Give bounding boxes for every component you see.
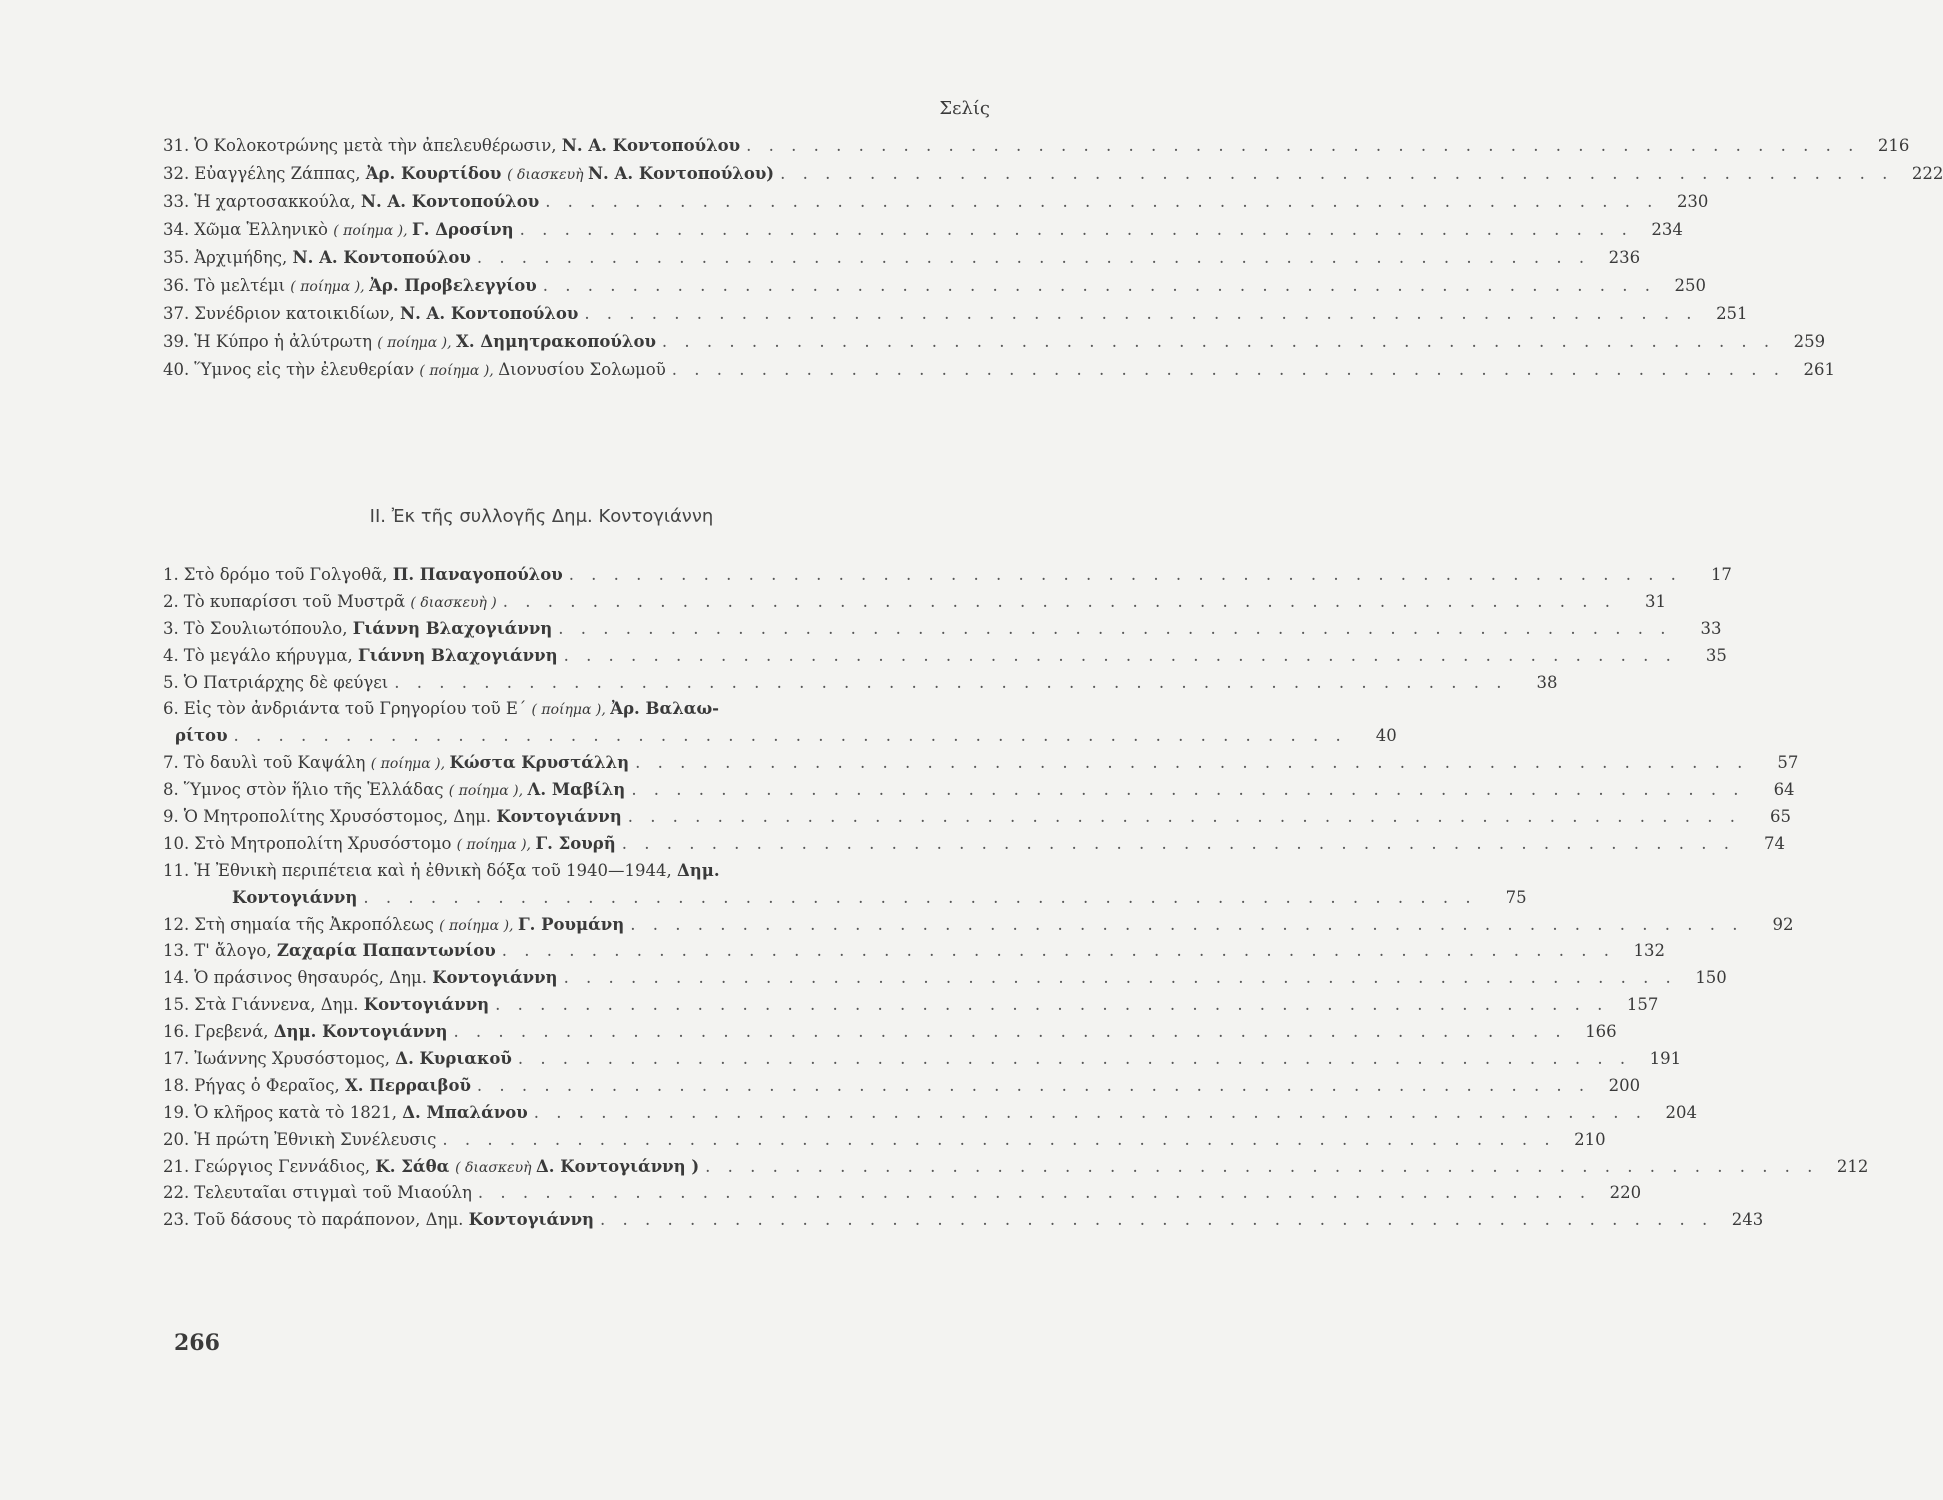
entry-page: 234 xyxy=(1651,220,1683,239)
author-name: Λ. Μαβίλη xyxy=(527,780,626,800)
entry-title xyxy=(194,244,471,272)
dot-leader: . . . . . . . . . . . . . . . . . . . . . . . . . . . . . . . . . . . . . . . . . . . . . . . . . . xyxy=(477,1183,1592,1203)
toc-entry-line xyxy=(163,696,990,723)
genre-note: ( ποίημα ), xyxy=(439,917,518,934)
title-text: Στὸ δρόμο τοῦ Γολγοθᾶ, xyxy=(183,565,393,584)
dot-leader: . . . . . . . . . . . . . . . . . . . . . . . . . . . . . . . . . . . . . . . . . . . . . . . . . . xyxy=(363,887,1477,907)
entry-page: 250 xyxy=(1674,276,1706,295)
author-name: Γ. Σουρῆ xyxy=(535,833,616,853)
entry-number: 15. xyxy=(163,995,190,1015)
entry-page: 31 xyxy=(1645,591,1667,611)
author-name: Ν. Α. Κοντοπούλου xyxy=(360,192,540,211)
entry-page: 261 xyxy=(1803,360,1835,379)
title-text: Ὁ κλῆρος κατὰ τὸ 1821, xyxy=(194,1102,403,1122)
entry-title xyxy=(194,831,615,859)
genre-note: ( ποίημα ), xyxy=(290,279,370,295)
title-text: Γεώργιος Γεννάδιος, xyxy=(194,1156,376,1176)
section-title: ΙΙ. Ἐκ τῆς συλλογῆς Δημ. Κοντογιάννη xyxy=(369,506,714,527)
entry-title xyxy=(184,616,553,643)
author-name: Ζαχαρία Παπαντωνίου xyxy=(276,941,496,961)
toc-entry-line xyxy=(163,160,1943,188)
toc-entry-line xyxy=(163,670,1558,697)
toc-entry-line xyxy=(163,804,1791,831)
entry-page: 222 xyxy=(1911,164,1943,183)
title-text: Στὸ Μητροπολίτη Χρυσόστομο xyxy=(194,833,457,853)
entry-number: 37. xyxy=(163,304,190,323)
dot-leader: . . . . . . . . . . . . . . . . . . . . . . . . . . . . . . . . . . . . . . . . . . . . . . . . . . xyxy=(627,807,1741,827)
entry-title xyxy=(194,938,496,965)
author-name: Κώστα Κρυστάλλη xyxy=(449,753,630,773)
title-text: Ρήγας ὁ Φεραῖος, xyxy=(194,1075,345,1095)
toc-entry-line xyxy=(163,616,1722,643)
title-text: Ὕμνος στὸν ἥλιο τῆς Ἑλλάδας xyxy=(183,780,449,800)
entry-title xyxy=(194,1019,447,1046)
title-text: Ἡ χαρτοσακκούλα, xyxy=(194,192,361,211)
entry-title xyxy=(184,777,626,805)
entry-title xyxy=(194,272,536,301)
entry-title xyxy=(184,750,629,778)
dot-leader: . . . . . . . . . . . . . . . . . . . . . . . . . . . . . . . . . . . . . . . . . . . . . . . . . . xyxy=(502,591,1617,611)
dot-leader: . . . . . . . . . . . . . . . . . . . . . . . . . . . . . . . . . . . . . . . . . . . . . . . . . . xyxy=(621,833,1735,853)
title-text: Ἰωάννης Χρυσόστομος, xyxy=(194,1049,396,1069)
dot-leader: . . . . . . . . . . . . . . . . . . . . . . . . . . . . . . . . . . . . . . . . . . . . . . . . . . xyxy=(635,753,1749,773)
title-text: Συνέδριον κατοικιδίων, xyxy=(194,304,400,323)
entry-title xyxy=(194,1046,512,1073)
dot-leader: . . . . . . . . . . . . . . . . . . . . . . . . . . . . . . . . . . . . . . . . . . . . . . . . . . xyxy=(661,332,1776,351)
dot-leader: . . . . . . . . . . . . . . . . . . . . . . . . . . . . . . . . . . . . . . . . . . . . . . . . . . xyxy=(705,1156,1819,1176)
entry-number: 32. xyxy=(163,164,190,183)
entry-title xyxy=(194,1154,699,1182)
entry-number: 8. xyxy=(163,780,179,800)
dot-leader: . . . . . . . . . . . . . . . . . . . . . . . . . . . . . . . . . . . . . . . . . . . . . . . . . . xyxy=(495,995,1609,1015)
genre-note: ( διασκευὴ xyxy=(507,167,588,183)
entry-page: 251 xyxy=(1716,304,1748,323)
entry-title xyxy=(194,1127,436,1154)
author-name: Δημ. xyxy=(677,860,720,880)
entry-page: 166 xyxy=(1585,1022,1617,1042)
toc-entry-line xyxy=(163,1154,1869,1181)
entry-number: 1. xyxy=(163,565,179,584)
entry-number: 14. xyxy=(163,968,190,988)
entry-title xyxy=(184,589,497,617)
dot-leader: . . . . . . . . . . . . . . . . . . . . . . . . . . . . . . . . . . . . . . . . . . . . . . . . . . xyxy=(600,1210,1714,1230)
title-text: Τὸ μεγάλο κήρυγμα, xyxy=(183,645,358,665)
toc-entry-line xyxy=(163,272,1706,300)
genre-note: ( διασκευὴ xyxy=(455,1159,536,1176)
toc-entry-line xyxy=(163,1073,1641,1100)
title-text: Εἰς τὸν ἀνδριάντα τοῦ Γρηγορίου τοῦ Ε΄ xyxy=(183,699,532,719)
entry-page: 92 xyxy=(1772,914,1794,934)
entry-page: 40 xyxy=(1375,726,1397,746)
entry-number: 20. xyxy=(163,1129,190,1149)
entry-title xyxy=(194,1180,472,1207)
dot-leader: . . . . . . . . . . . . . . . . . . . . . . . . . . . . . . . . . . . . . . . . . . . . . . . . . . xyxy=(394,672,1508,692)
toc-entry-line xyxy=(163,1127,1606,1154)
author-name: Δ. Μπαλάνου xyxy=(402,1102,528,1122)
author-name: Κοντογιάννη xyxy=(232,887,358,907)
genre-note: ( ποίημα ), xyxy=(419,363,499,379)
entry-title xyxy=(194,216,513,245)
entry-number: 9. xyxy=(163,807,179,827)
genre-note: ( ποίημα ), xyxy=(448,783,528,800)
entry-number: 21. xyxy=(163,1156,190,1176)
entry-page: 200 xyxy=(1608,1075,1641,1095)
toc-entry-line xyxy=(163,589,1667,616)
entry-number: 11. xyxy=(163,860,190,880)
toc-entry-line xyxy=(163,1100,1697,1127)
entry-page: 35 xyxy=(1705,645,1727,665)
entry-number: 31. xyxy=(163,136,190,155)
toc-entry-line xyxy=(163,831,1785,858)
genre-note: ( ποίημα ), xyxy=(333,223,413,239)
author-name: Ν. Α. Κοντοπούλου xyxy=(399,304,579,323)
dot-leader: . . . . . . . . . . . . . . . . . . . . . . . . . . . . . . . . . . . . . . . . . . . . . . . . . . xyxy=(563,968,1677,988)
toc-entry-line xyxy=(163,188,1709,216)
title-text: Ὁ πράσινος θησαυρός, Δημ. xyxy=(194,968,433,988)
dot-leader: . . . . . . . . . . . . . . . . . . . . . . . . . . . . . . . . . . . . . . . . . . . . . . . . . . xyxy=(517,1049,1632,1069)
entry-page: 75 xyxy=(1505,887,1527,907)
entry-page: 259 xyxy=(1793,332,1826,351)
title-text: Ὁ Μητροπολίτης Χρυσόστομος, Δημ. xyxy=(183,807,497,827)
entry-page: 230 xyxy=(1676,192,1709,211)
author-name: Ἀρ. Κουρτίδου xyxy=(365,164,508,183)
toc-entry-line xyxy=(163,328,1826,356)
entry-title xyxy=(194,858,719,885)
dot-leader: . . . . . . . . . . . . . . . . . . . . . . . . . . . . . . . . . . . . . . . . . . . . . . . . . . xyxy=(476,248,1591,267)
entry-title xyxy=(194,965,557,992)
entry-number: 23. xyxy=(163,1210,190,1230)
toc-entry-line xyxy=(163,1046,1682,1073)
entry-number: 7. xyxy=(163,753,179,773)
title-text: Ἡ Κύπρο ἡ ἀλύτρωτη xyxy=(194,332,378,351)
entry-page: 204 xyxy=(1665,1102,1697,1122)
entry-title xyxy=(184,804,622,831)
entry-title xyxy=(184,643,558,670)
entry-number: 5. xyxy=(163,672,179,692)
toc-entry-line xyxy=(163,965,1727,992)
author-name: Ν. Α. Κοντοπούλου xyxy=(561,136,741,155)
author-name: ρίτου xyxy=(175,726,228,746)
entry-number: 33. xyxy=(163,192,190,211)
author-name: Γιάννη Βλαχογιάννη xyxy=(358,645,558,665)
entry-number: 34. xyxy=(163,220,190,239)
entry-page: 191 xyxy=(1649,1049,1682,1069)
entry-title xyxy=(194,912,624,940)
author-name: Κοντογιάννη xyxy=(496,807,622,827)
toc-entry-line xyxy=(163,885,1527,912)
author-name: Ν. Α. Κοντοπούλου xyxy=(292,248,471,267)
dot-leader: . . . . . . . . . . . . . . . . . . . . . . . . . . . . . . . . . . . . . . . . . . . . . . . . . . xyxy=(630,914,1744,934)
dot-leader: . . . . . . . . . . . . . . . . . . . . . . . . . . . . . . . . . . . . . . . . . . . . . . . . . . xyxy=(568,565,1682,584)
entry-title xyxy=(194,188,539,216)
toc-entry-line xyxy=(163,938,1666,965)
toc-entry-line xyxy=(163,912,1794,939)
genre-note: ( ποίημα ), xyxy=(531,702,611,719)
author-name: Γ. Ρουμάνη xyxy=(517,914,625,934)
genre-note: ( ποίημα ), xyxy=(370,756,450,773)
entry-title xyxy=(194,300,578,328)
toc-entry-line xyxy=(163,643,1727,670)
entry-title xyxy=(184,562,563,589)
dot-leader: . . . . . . . . . . . . . . . . . . . . . . . . . . . . . . . . . . . . . . . . . . . . . . . . . . xyxy=(542,276,1656,295)
title-text: Διονυσίου Σολωμοῦ xyxy=(498,360,666,379)
entry-title xyxy=(184,670,389,697)
toc-entry-line xyxy=(163,1180,1642,1207)
title-text: Τ' ἄλογο, xyxy=(194,941,277,961)
entry-title xyxy=(194,1100,527,1127)
page-number: 266 xyxy=(174,1330,220,1356)
author-name: Γιάννη Βλαχογιάννη xyxy=(352,618,553,638)
title-text: Εὐαγγέλης Ζάππας, xyxy=(194,164,366,183)
entry-page: 220 xyxy=(1609,1183,1642,1203)
entry-title xyxy=(194,160,774,189)
title-text: Ὕμνος εἰς τὴν ἐλευθερίαν xyxy=(194,360,420,379)
entry-title xyxy=(194,328,656,357)
genre-note: ( ποίημα ), xyxy=(377,335,457,351)
toc-entry-line xyxy=(163,1207,1764,1234)
toc-entry-line xyxy=(163,244,1641,272)
entry-page: 212 xyxy=(1836,1156,1869,1176)
entry-number: 35. xyxy=(163,248,190,267)
title-text: Τελευταῖαι στιγμαὶ τοῦ Μιαούλη xyxy=(194,1183,472,1203)
dot-leader: . . . . . . . . . . . . . . . . . . . . . . . . . . . . . . . . . . . . . . . . . . . . . . . . . . xyxy=(671,360,1785,379)
entry-number: 22. xyxy=(163,1183,190,1203)
dot-leader: . . . . . . . . . . . . . . . . . . . . . . . . . . . . . . . . . . . . . . . . . . . . . . . . . . xyxy=(746,136,1860,155)
toc-entry-line xyxy=(163,858,990,885)
entry-page: 216 xyxy=(1877,136,1910,155)
dot-leader: . . . . . . . . . . . . . . . . . . . . . . . . . . . . . . . . . . . . . . . . . . . . . . . . . . xyxy=(780,164,1894,183)
author-name: Π. Παναγοπούλου xyxy=(392,565,563,584)
entry-page: 38 xyxy=(1536,672,1558,692)
entry-page: 57 xyxy=(1777,753,1799,773)
toc-entry-line xyxy=(163,750,1799,777)
author-name: Δ. Κοντογιάννη ) xyxy=(535,1156,700,1176)
entry-title xyxy=(194,1073,471,1100)
entry-number: 17. xyxy=(163,1049,190,1069)
title-text: Ὁ Πατριάρχης δὲ φεύγει xyxy=(183,672,389,692)
dot-leader: . . . . . . . . . . . . . . . . . . . . . . . . . . . . . . . . . . . . . . . . . . . . . . . . . . xyxy=(563,645,1677,665)
toc-entry-line xyxy=(163,356,1835,384)
author-name: Χ. Περραιβοῦ xyxy=(344,1075,471,1095)
dot-leader: . . . . . . . . . . . . . . . . . . . . . . . . . . . . . . . . . . . . . . . . . . . . . . . . . . xyxy=(545,192,1659,211)
toc-entry-line xyxy=(163,992,1659,1019)
dot-leader: . . . . . . . . . . . . . . . . . . . . . . . . . . . . . . . . . . . . . . . . . . . . . . . . . . xyxy=(453,1022,1567,1042)
entry-number: 40. xyxy=(163,360,190,379)
entry-page: 243 xyxy=(1731,1210,1764,1230)
author-name: Κοντογιάννη xyxy=(432,968,558,988)
author-name: Ἀρ. Βαλαω- xyxy=(610,699,720,719)
entry-title xyxy=(184,696,719,724)
title-text: Στὴ σημαία τῆς Ἀκροπόλεως xyxy=(194,914,440,934)
genre-note: ( ποίημα ), xyxy=(456,836,536,853)
dot-leader: . . . . . . . . . . . . . . . . . . . . . . . . . . . . . . . . . . . . . . . . . . . . . . . . . . xyxy=(442,1129,1556,1149)
dot-leader: . . . . . . . . . . . . . . . . . . . . . . . . . . . . . . . . . . . . . . . . . . . . . . . . . . xyxy=(519,220,1633,239)
entry-number: 18. xyxy=(163,1075,190,1095)
entry-title xyxy=(232,885,357,912)
entry-page: 210 xyxy=(1574,1129,1606,1149)
dot-leader: . . . . . . . . . . . . . . . . . . . . . . . . . . . . . . . . . . . . . . . . . . . . . . . . . . xyxy=(533,1102,1647,1122)
entry-number: 3. xyxy=(163,618,179,638)
title-text: Τὸ δαυλὶ τοῦ Καψάλη xyxy=(183,753,371,773)
entry-number: 13. xyxy=(163,941,190,961)
entry-page: 64 xyxy=(1773,780,1795,800)
entry-page: 132 xyxy=(1633,941,1666,961)
genre-note: ( διασκευὴ ) xyxy=(410,594,497,611)
entry-number: 16. xyxy=(163,1022,190,1042)
dot-leader: . . . . . . . . . . . . . . . . . . . . . . . . . . . . . . . . . . . . . . . . . . . . . . . . . . xyxy=(233,726,1347,746)
title-text: Ἡ Ἐθνικὴ περιπέτεια καὶ ἡ ἐθνικὴ δόξα τοῦ 1940—1944, xyxy=(194,860,677,880)
toc-entry-line xyxy=(163,1019,1617,1046)
entry-title xyxy=(194,132,740,160)
dot-leader: . . . . . . . . . . . . . . . . . . . . . . . . . . . . . . . . . . . . . . . . . . . . . . . . . . xyxy=(584,304,1698,323)
toc-entry-line xyxy=(163,300,1748,328)
entry-page: 17 xyxy=(1710,565,1732,584)
entry-page: 74 xyxy=(1763,833,1785,853)
author-name: Κοντογιάννη xyxy=(363,995,490,1015)
entry-number: 10. xyxy=(163,833,190,853)
dot-leader: . . . . . . . . . . . . . . . . . . . . . . . . . . . . . . . . . . . . . . . . . . . . . . . . . . xyxy=(476,1075,1591,1095)
page-column-header: Σελίς xyxy=(939,98,990,119)
entry-page: 65 xyxy=(1769,807,1791,827)
entry-number: 12. xyxy=(163,914,190,934)
toc-entry-line xyxy=(163,723,1397,750)
title-text: Τὸ κυπαρίσσι τοῦ Μυστρᾶ xyxy=(183,591,411,611)
entry-page: 236 xyxy=(1608,248,1641,267)
entry-page: 150 xyxy=(1695,968,1727,988)
toc-entry-line xyxy=(163,562,1732,589)
entry-title xyxy=(194,992,489,1019)
author-name: Χ. Δημητρακοπούλου xyxy=(456,332,656,351)
author-name: Γ. Δροσίνη xyxy=(412,220,514,239)
entry-number: 6. xyxy=(163,699,179,719)
toc-entry-line xyxy=(163,216,1683,244)
entry-page: 157 xyxy=(1626,995,1659,1015)
title-text: Ὁ Κολοκοτρώνης μετὰ τὴν ἀπελευθέρωσιν, xyxy=(194,136,562,155)
entry-title xyxy=(194,356,665,385)
author-name: Δ. Κυριακοῦ xyxy=(395,1049,512,1069)
title-text: Τοῦ δάσους τὸ παράπονον, Δημ. xyxy=(194,1210,469,1230)
author-name: Κοντογιάννη xyxy=(468,1210,595,1230)
contents-list-part-2 xyxy=(163,562,1869,1234)
contents-list-part-1 xyxy=(163,132,1943,384)
title-text: Ἡ πρώτη Ἐθνικὴ Συνέλευσις xyxy=(194,1129,437,1149)
entry-title xyxy=(175,723,228,750)
entry-number: 2. xyxy=(163,591,179,611)
author-name: Ν. Α. Κοντοπούλου) xyxy=(587,164,775,183)
title-text: Τὸ Σουλιωτόπουλο, xyxy=(183,618,353,638)
toc-entry-line xyxy=(163,132,1910,160)
entry-number: 4. xyxy=(163,645,179,665)
title-text: Χῶμα Ἑλληνικὸ xyxy=(194,220,334,239)
entry-title xyxy=(194,1207,594,1234)
entry-page: 33 xyxy=(1700,618,1722,638)
title-text: Γρεβενά, xyxy=(194,1022,274,1042)
title-text: Ἀρχιμήδης, xyxy=(194,248,293,267)
dot-leader: . . . . . . . . . . . . . . . . . . . . . . . . . . . . . . . . . . . . . . . . . . . . . . . . . . xyxy=(501,941,1616,961)
author-name: Δημ. Κοντογιάννη xyxy=(273,1022,448,1042)
entry-number: 36. xyxy=(163,276,190,295)
author-name: Κ. Σάθα xyxy=(375,1156,456,1176)
title-text: Τὸ μελτέμι xyxy=(194,276,291,295)
dot-leader: . . . . . . . . . . . . . . . . . . . . . . . . . . . . . . . . . . . . . . . . . . . . . . . . . . xyxy=(558,618,1672,638)
dot-leader: . . . . . . . . . . . . . . . . . . . . . . . . . . . . . . . . . . . . . . . . . . . . . . . . . . xyxy=(631,780,1745,800)
author-name: Ἀρ. Προβελεγγίου xyxy=(369,276,537,295)
title-text: Στὰ Γιάννενα, Δημ. xyxy=(194,995,364,1015)
toc-entry-line xyxy=(163,777,1795,804)
entry-number: 19. xyxy=(163,1102,190,1122)
entry-number: 39. xyxy=(163,332,190,351)
